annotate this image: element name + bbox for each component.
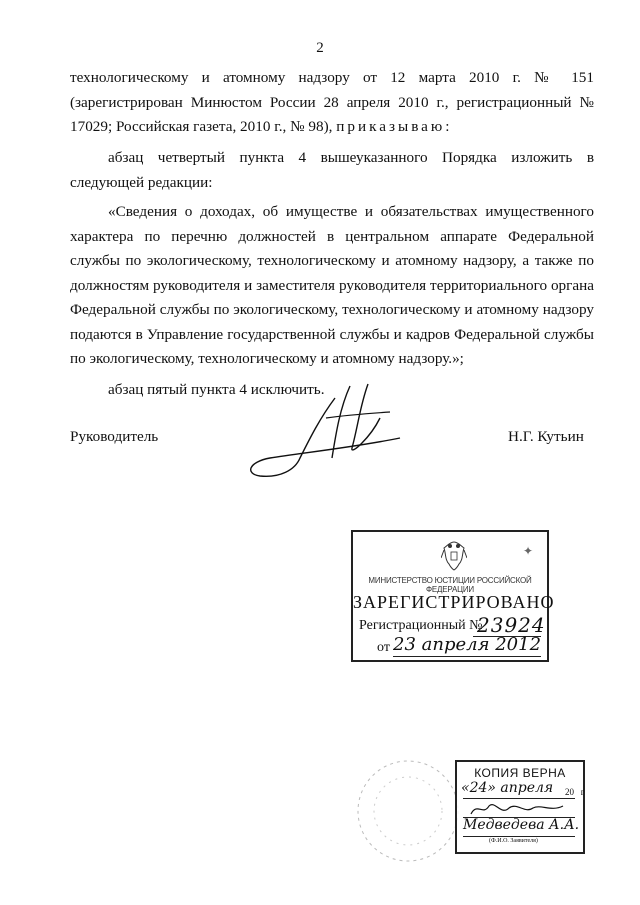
paragraph-amendment-text: «Сведения о доходах, об имуществе и обязательствах имущественного характера по перечню должностей в центральном аппарате Федеральной службы по экологическому, технологическому и атомному надзору, а также по должностям руководителя и заместителя руководителя территориального органа Федеральной службы по экологическому, технологическому и атомному надзору подаются в Управление государственной службы и кадров Федеральной службы по экологическому, технологическому и атомному надзору.»; [70, 203, 594, 367]
stamp-date-label: от [377, 640, 390, 655]
stamp-registered: ЗАРЕГИСТРИРОВАНО [353, 592, 555, 612]
stamp-underline [393, 656, 541, 657]
copy-stamp-year-prefix: 20 [565, 787, 574, 797]
copy-stamp-underline [463, 836, 575, 837]
stamp-date-value: 23 апреля 2012 [393, 634, 542, 655]
copy-stamp-title: КОПИЯ ВЕРНА [474, 766, 566, 780]
star-icon: ✦ [523, 544, 534, 558]
coat-of-arms-icon [441, 538, 467, 572]
copy-stamp-date: «24» апреля [461, 780, 554, 796]
copy-stamp-year [565, 787, 584, 797]
copy-stamp-name: Медведева А.А. [463, 817, 580, 833]
stamp-reg-label: Регистрационный № [359, 618, 483, 633]
paragraph-text: технологическому и атомному надзору от 12 марта 2010 г. № 151 (зарегистрирован Минюстом России 28 апреля 2010 г., регистрационный № 17029; Российская газета, 2010 г., № 98), [70, 69, 594, 135]
copy-stamp-year-suffix: г [580, 787, 585, 797]
stamp-ministry: МИНИСТЕРСТВО ЮСТИЦИИ РОССИЙСКОЙ ФЕДЕРАЦИИ [368, 576, 532, 594]
signatory-name: Н.Г. Кутьин [508, 428, 584, 445]
copy-stamp-fio-caption: (Ф.И.О. Заявителя) [489, 838, 538, 844]
order-word: приказываю: [336, 118, 453, 135]
copy-stamp-signature [467, 800, 567, 818]
handwritten-signature [240, 378, 410, 488]
copy-stamp-underline [463, 798, 575, 799]
paragraph-amendment-intro: абзац четвертый пункта 4 вышеуказанного Порядка изложить в следующей редакции: [70, 149, 594, 191]
paragraph-order-basis [70, 66, 594, 140]
paragraph-exclusion: абзац пятый пункта 4 исключить. [108, 381, 325, 398]
page-number: 2 [316, 40, 324, 56]
registration-stamp [351, 530, 555, 662]
signatory-title: Руководитель [70, 428, 159, 445]
faint-seal-impression [348, 756, 468, 866]
stamp-reg-number: 23924 [477, 613, 546, 637]
certified-copy-stamp [455, 760, 585, 854]
